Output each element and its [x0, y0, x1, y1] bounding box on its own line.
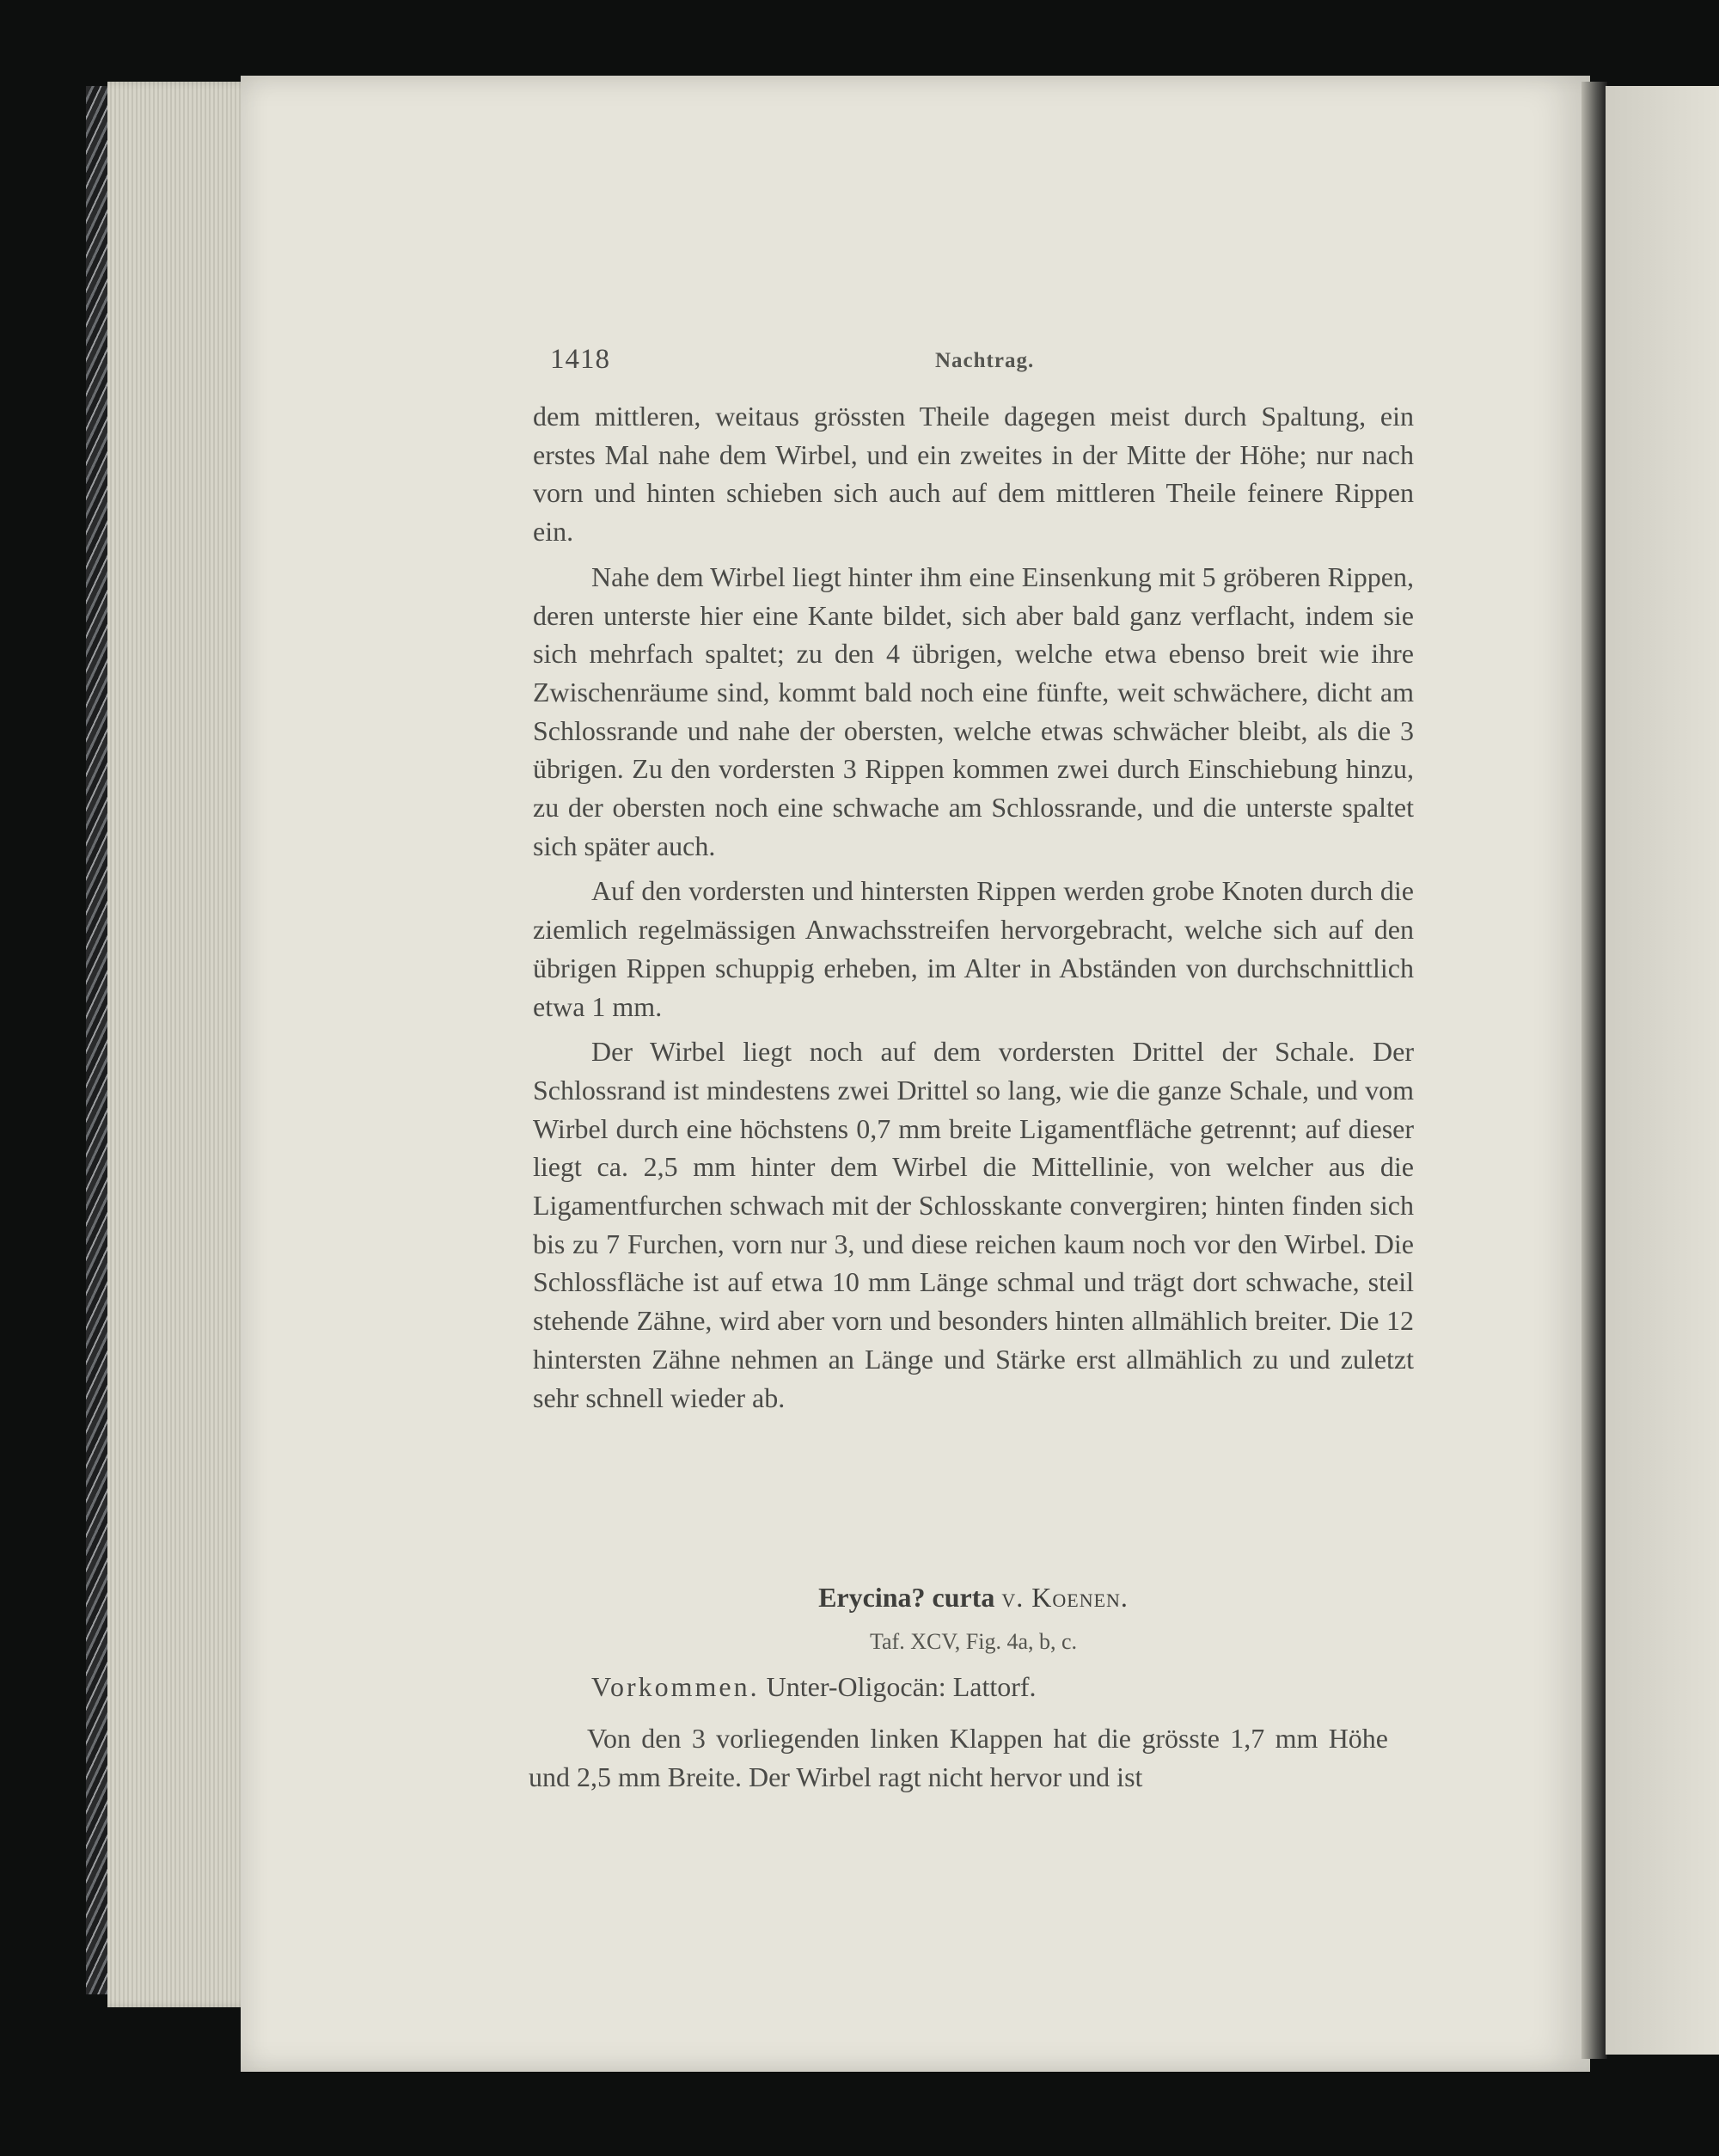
paragraph: Nahe dem Wirbel liegt hinter ihm eine Einsenkung mit 5 gröberen Rippen, deren unterste hier eine Kante bildet, sich aber bald ganz verflacht, indem sie sich mehrfach spaltet; zu den 4 übrigen, welche etwa ebenso breit wie ihre Zwischenräume sind, kommt bald noch eine fünfte, weit schwächere, dicht am Schlossrande und nahe der obersten, welche etwas schwächer bleibt, als die 3 übrigen. Zu den vordersten 3 Rippen kommen zwei durch Einschiebung hinzu, zu der obersten noch eine schwache am Schlossrande, und die unterste spaltet sich später auch.: [533, 560, 1414, 861]
occurrence-value: Unter-Oligocän: Lattorf.: [766, 1671, 1037, 1702]
paragraph: Von den 3 vorliegenden linken Klappen hat die grösste 1,7 mm Höhe und 2,5 mm Breite. Der Wirbel ragt nicht hervor und ist: [529, 1723, 1388, 1792]
running-title: Nachtrag.: [935, 349, 1035, 372]
paragraph: dem mittleren, weitaus grössten Theile dagegen meist durch Spaltung, ein erstes Mal nahe dem Wirbel, und ein zweites in der Mitte der Höhe; nur nach vorn und hinten schieben sich auch auf dem mittleren Theile feinere Rippen ein.: [533, 401, 1414, 548]
occurrence-line: [533, 1671, 1414, 1703]
occurrence-label: Vorkommen.: [591, 1671, 760, 1702]
paragraph: Der Wirbel liegt noch auf dem vordersten Drittel der Schale. Der Schlossrand ist mindestens zwei Drittel so lang, wie die ganze Schale, und vom Wirbel durch eine höchstens 0,7 mm breite Ligamentfläche getrennt; auf dieser liegt ca. 2,5 mm hinter dem Wirbel die Mittellinie, von welcher aus die Ligamentfurchen schwach mit der Schlosskante convergiren; hinten finden sich bis zu 7 Furchen, vorn nur 3, und diese reichen kaum noch vor den Wirbel. Die Schlossfläche ist auf etwa 10 mm Länge schmal und trägt dort schwache, steil stehende Zähne, wird aber vorn und besonders hinten allmählich breiter. Die 12 hintersten Zähne nehmen an Länge und Stärke erst allmählich zu und zuletzt sehr schnell wieder ab.: [533, 1036, 1414, 1413]
species-description: [529, 1719, 1388, 1796]
page-number: 1418: [550, 344, 610, 375]
species-name: Erycina? curta: [818, 1582, 995, 1613]
species-heading: [533, 1582, 1414, 1614]
species-author: v. Koenen.: [1001, 1582, 1129, 1613]
facing-page-edge: [1606, 86, 1719, 2055]
running-head: [550, 344, 1057, 387]
paragraph: Auf den vordersten und hintersten Rippen werden grobe Knoten durch die ziemlich regelmässigen Anwachsstreifen hervorgebracht, welche sich auf den übrigen Rippen schuppig erheben, im Alter in Abständen von durchschnittlich etwa 1 mm.: [533, 875, 1414, 1022]
page-stack-edges: [107, 82, 254, 2007]
plate-reference: Taf. XCV, Fig. 4a, b, c.: [869, 1629, 1078, 1654]
body-text: [533, 397, 1414, 1424]
book-gutter: [1581, 82, 1607, 2059]
